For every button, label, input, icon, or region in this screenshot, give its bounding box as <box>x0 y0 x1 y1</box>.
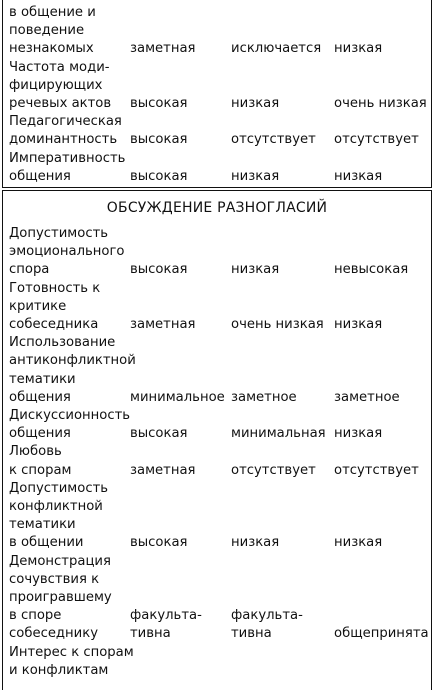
row-label-line: проигравшему <box>9 590 112 605</box>
row-label-line: Любовь <box>9 444 62 460</box>
row-label-line: Императивность <box>9 150 126 166</box>
value-col-2 <box>231 316 324 334</box>
row-label-line: общения <box>9 168 71 184</box>
value-col-1 <box>130 40 195 58</box>
value-col-1-line: высокая <box>130 168 188 184</box>
value-col-1 <box>130 95 187 113</box>
value-col-1-line: заметная <box>130 462 196 478</box>
row-label-line: тематики <box>9 371 76 387</box>
value-col-1-line: высокая <box>130 262 188 278</box>
value-col-1-line: заметная <box>130 41 196 57</box>
value-col-1 <box>130 462 195 480</box>
value-col-3-line: низкая <box>334 41 383 57</box>
value-col-3 <box>334 316 382 334</box>
row-label <box>9 644 134 680</box>
row-label <box>9 59 111 114</box>
row-label-line: в общении <box>9 535 84 551</box>
row-label-line: конфликтной <box>9 499 103 514</box>
value-col-2 <box>231 261 279 279</box>
value-col-1-line: высокая <box>130 96 188 111</box>
value-col-3-line: общепринята <box>334 626 429 642</box>
value-col-3 <box>334 389 400 407</box>
value-col-3-line: заметное <box>334 389 400 405</box>
value-col-2 <box>231 462 316 480</box>
value-col-2-line: низкая <box>231 168 280 184</box>
row-label <box>9 280 100 335</box>
row-label <box>9 4 96 59</box>
value-col-3-line: очень низкая <box>334 96 427 111</box>
value-col-3 <box>334 462 419 480</box>
value-col-3 <box>334 425 382 443</box>
value-col-2 <box>231 95 279 113</box>
row-label-line: Допустимость <box>9 480 109 496</box>
value-col-2 <box>231 389 297 407</box>
row-label-line: Допустимость <box>9 226 109 241</box>
value-col-1 <box>130 261 187 279</box>
value-col-1-line: минимальное <box>130 389 225 405</box>
row-label-line: тематики <box>9 517 76 533</box>
value-col-3 <box>334 168 382 186</box>
value-col-1-line: высокая <box>130 132 188 148</box>
value-col-2 <box>231 131 316 149</box>
value-col-2-line: отсутствует <box>231 132 316 148</box>
value-col-3-line: низкая <box>334 168 383 184</box>
row-label-line: собеседнику <box>9 626 99 642</box>
row-label-line: Использование <box>9 335 116 351</box>
row-label <box>9 480 108 553</box>
value-col-3 <box>334 534 382 552</box>
value-col-2-line: низкая <box>231 535 280 551</box>
row-label-line: Дискуссионность <box>9 408 131 423</box>
row-label-line: общения <box>9 389 71 405</box>
value-col-3-line: отсутствует <box>334 462 419 478</box>
value-col-1-line: высокая <box>130 426 188 442</box>
row-label-line: поведение <box>9 23 85 39</box>
value-col-2 <box>231 607 303 643</box>
row-label-line: Педагогическая <box>9 114 122 130</box>
row-label-line: незнакомых <box>9 41 94 57</box>
row-label <box>9 113 122 149</box>
value-col-2-line: заметное <box>231 389 297 405</box>
value-col-2-line: отсутствует <box>231 462 316 478</box>
row-label-line: доминантность <box>9 132 118 148</box>
value-col-1 <box>130 534 187 552</box>
value-col-1 <box>130 607 202 643</box>
value-col-3-line: низкая <box>334 317 383 332</box>
row-label-line: фицирующих <box>9 77 103 93</box>
row-label-line: Готовность к <box>9 280 101 296</box>
value-col-1-line: факульта- <box>130 608 202 624</box>
row-label-line: и конфликтам <box>9 662 109 678</box>
value-col-3 <box>334 261 408 279</box>
value-col-2-line: низкая <box>231 262 280 278</box>
value-col-1-line: заметная <box>130 317 196 332</box>
row-label-line: в споре <box>9 608 62 624</box>
value-col-2-line: минимальная <box>231 426 326 442</box>
row-label <box>9 150 125 186</box>
row-label-line: речевых актов <box>9 96 112 111</box>
value-col-1 <box>130 168 187 186</box>
value-col-3 <box>334 40 382 58</box>
value-col-1 <box>130 131 187 149</box>
row-label-line: к спорам <box>9 462 72 478</box>
row-label-line: Частота моди- <box>9 59 110 75</box>
value-col-3 <box>334 625 429 643</box>
row-label-line: общения <box>9 426 71 442</box>
value-col-2 <box>231 534 279 552</box>
value-col-2 <box>231 425 326 443</box>
row-label-line: антиконфликтной <box>9 353 136 369</box>
value-col-2-line: тивна <box>231 626 272 642</box>
value-col-3 <box>334 95 427 113</box>
row-label <box>9 553 112 644</box>
row-label-line: Демонстрация <box>9 553 111 569</box>
value-col-2-line: очень низкая <box>231 317 324 332</box>
value-col-3 <box>334 131 419 149</box>
row-label <box>9 225 124 280</box>
value-col-3-line: невысокая <box>334 262 409 278</box>
value-col-1 <box>130 316 195 334</box>
value-col-2-line: исключается <box>231 41 322 57</box>
row-label <box>9 407 130 443</box>
value-col-3-line: отсутствует <box>334 132 419 148</box>
value-col-2 <box>231 40 321 58</box>
value-col-3-line: низкая <box>334 535 383 551</box>
row-label-line: собеседника <box>9 317 99 332</box>
row-label-line: сочувствия к <box>9 571 100 587</box>
row-label-line: критике <box>9 298 67 314</box>
row-label-line: эмоционального <box>9 244 125 260</box>
section-title: ОБСУЖДЕНИЕ РАЗНОГЛАСИЙ <box>106 200 328 216</box>
value-col-1-line: тивна <box>130 626 171 642</box>
value-col-1 <box>130 425 187 443</box>
value-col-1-line: высокая <box>130 535 188 551</box>
value-col-2-line: факульта- <box>231 608 303 624</box>
row-label-line: спора <box>9 262 50 278</box>
row-label <box>9 443 72 479</box>
value-col-3-line: низкая <box>334 426 383 442</box>
row-label <box>9 334 136 407</box>
row-label-line: Интерес к спорам <box>9 644 134 660</box>
value-col-2 <box>231 168 279 186</box>
value-col-1 <box>130 389 225 407</box>
row-label-line: в общение и <box>9 5 96 20</box>
value-col-2-line: низкая <box>231 96 280 111</box>
